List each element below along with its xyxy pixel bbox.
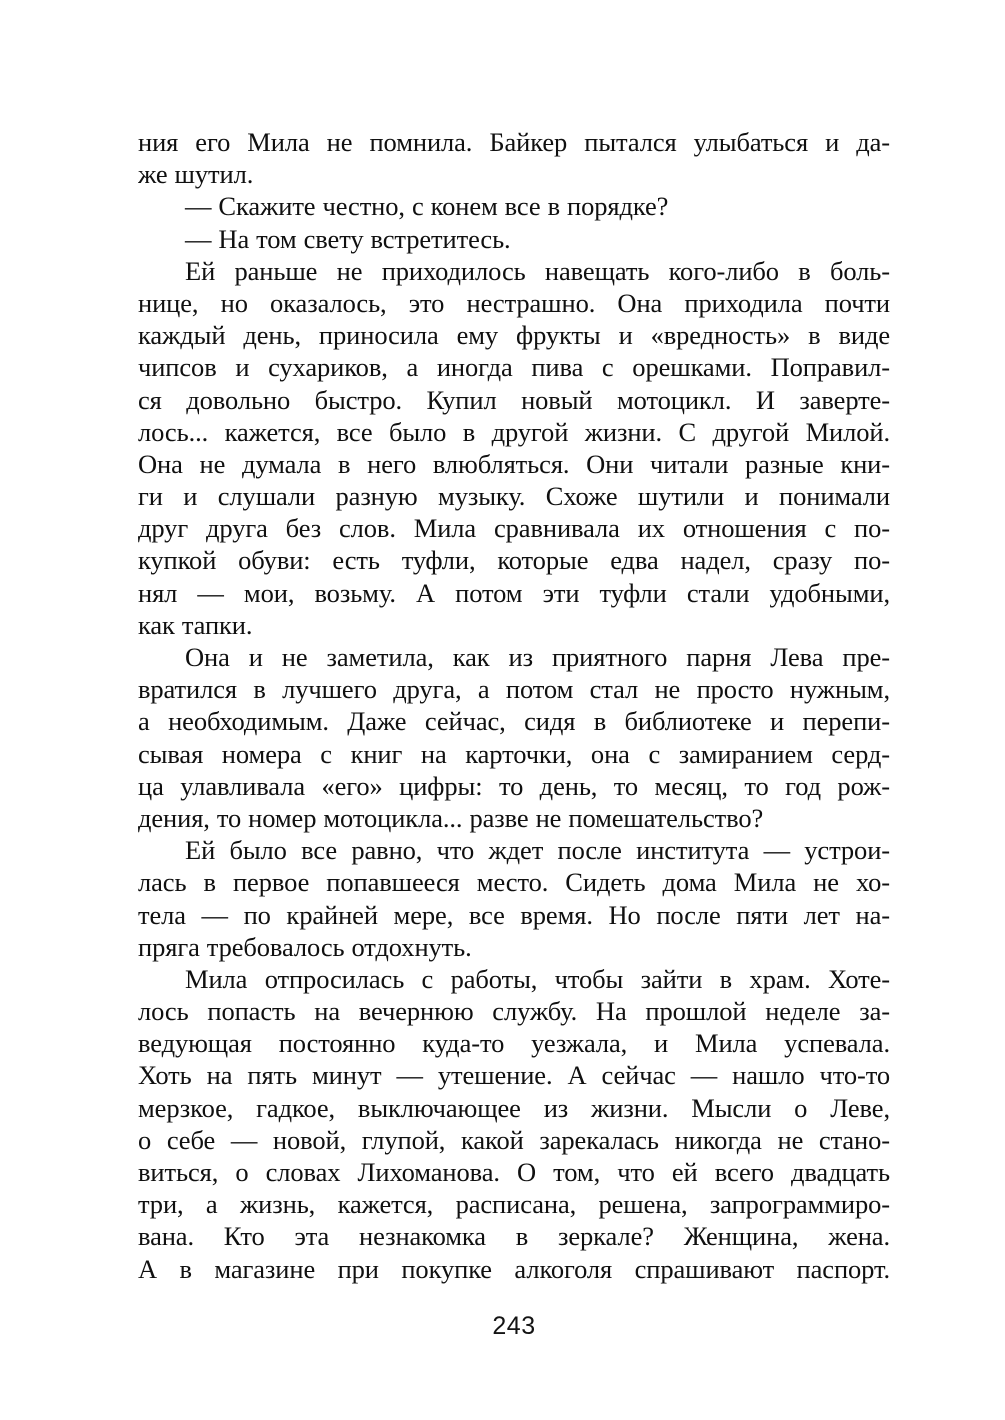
text-line: купкой обуви: есть туфли, которые едва надел, сразу по- [138,545,890,576]
text-line: лась в первое попавшееся место. Сидеть дома Мила не хо- [138,867,890,898]
text-line: а необходимым. Даже сейчас, сидя в библиотеке и перепи- [138,706,890,737]
text-line: вратился в лучшего друга, а потом стал не просто нужным, [138,674,890,705]
text-line: друг друга без слов. Мила сравнивала их отношения с по- [138,513,890,544]
text-line: о себе — новой, глупой, какой зарекалась никогда не стано- [138,1124,890,1155]
text-line: Она и не заметила, как из приятного парня Лева пре- [185,642,890,672]
page-number: 243 [492,1312,536,1340]
text-line: вана. Кто эта незнакомка в зеркале? Женщина, жена. [138,1221,890,1252]
text-line: тела — по крайней мере, все время. Но после пяти лет на- [138,899,890,930]
text-line: дения, то номер мотоцикла... разве не помешательство? [138,802,764,833]
text-line: ся довольно быстро. Купил новый мотоцикл. И заверте- [138,384,890,415]
text-line: чипсов и сухариков, а иногда пива с орешками. Поправил- [138,352,890,383]
text-line: каждый день, приносила ему фрукты и «вредность» в виде [138,320,890,351]
text-line: А в магазине при покупке алкоголя спрашивают паспорт. [138,1253,890,1284]
text-line: Она не думала в него влюбляться. Они читали разные кни- [138,448,890,479]
text-line: нице, но оказалось, это нестрашно. Она приходила почти [138,287,890,318]
text-line: Хоть на пять минут — утешение. А сейчас — нашло что-то [138,1060,890,1091]
text-line: нял — мои, возьму. А потом эти туфли стали удобными, [138,577,890,608]
page-text [138,126,890,1285]
text-line: лось... кажется, все было в другой жизни. С другой Милой. [138,416,890,447]
text-line: виться, о словах Лихоманова. О том, что ей всего двадцать [138,1157,890,1187]
text-line: пряга требовалось отдохнуть. [138,931,472,962]
text-line: сывая номера с книг на карточки, она с замиранием серд- [138,738,890,769]
text-line: мерзкое, гадкое, выключающее из жизни. Мысли о Леве, [138,1092,890,1123]
text-line: же шутил. [138,159,254,190]
text-line-dialogue: — Скажите честно, с конем все в порядке? [185,191,669,222]
text-line: ги и слушали разную музыку. Схоже шутили и понимали [138,481,890,512]
text-line: лось попасть на вечернюю службу. На прошлой неделе за- [138,996,890,1027]
text-line: три, а жизнь, кажется, расписана, решена, запрограммиро- [138,1189,890,1220]
text-line: ца улавливала «его» цифры: то день, то месяц, то год рож- [138,770,890,801]
text-line-dialogue: — На том свету встретитесь. [185,223,511,254]
text-line: Мила отпросилась с работы, чтобы зайти в храм. Хоте- [185,963,890,994]
text-line: как тапки. [138,609,253,640]
text-line: ведующая постоянно куда-то уезжала, и Мила успевала. [138,1028,890,1059]
text-line: Ей было все равно, что ждет после института — устрои- [185,835,890,866]
text-line: Ей раньше не приходилось навещать кого-либо в боль- [185,255,890,286]
text-line: ния его Мила не помнила. Байкер пытался улыбаться и да- [138,127,890,157]
